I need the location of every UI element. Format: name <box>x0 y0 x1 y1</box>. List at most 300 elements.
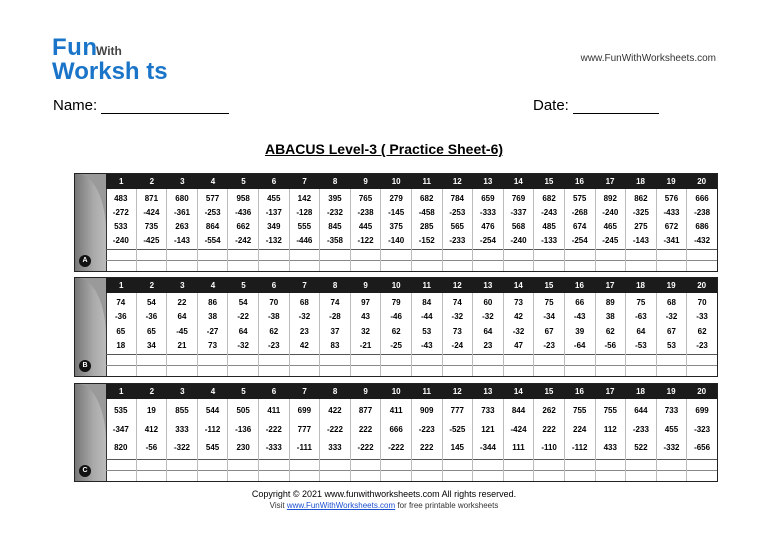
number-cell: 62 <box>697 326 707 336</box>
column-header-row <box>106 174 717 189</box>
sum-column <box>351 399 382 481</box>
number-cell: 686 <box>695 222 709 231</box>
number-cell: 47 <box>514 340 523 350</box>
number-cell: -347 <box>112 424 129 434</box>
column-number: 10 <box>391 177 401 186</box>
answer-line <box>504 459 534 460</box>
answer-box[interactable] <box>137 365 167 366</box>
answer-line <box>473 249 503 250</box>
column-number: 13 <box>483 281 493 290</box>
answer-line <box>687 354 717 355</box>
number-cell: -232 <box>326 208 343 217</box>
column-number: 14 <box>513 387 523 396</box>
sum-column <box>626 189 657 271</box>
column-number: 18 <box>636 281 646 290</box>
number-cell: -143 <box>632 236 649 245</box>
number-cell: 568 <box>511 222 526 231</box>
number-cell: -222 <box>326 424 343 434</box>
answer-box[interactable] <box>565 260 595 261</box>
number-columns <box>106 189 717 271</box>
number-cell: -233 <box>632 424 649 434</box>
column-number: 4 <box>210 177 216 186</box>
answer-box[interactable] <box>290 470 320 471</box>
answer-line <box>137 459 167 460</box>
number-cell: -446 <box>296 236 313 245</box>
answer-line <box>534 354 564 355</box>
number-cell: 70 <box>697 298 707 307</box>
number-cell: -222 <box>357 443 374 453</box>
number-cell: -253 <box>449 208 466 217</box>
number-cell: 864 <box>205 222 220 231</box>
number-cell: -136 <box>235 424 252 434</box>
number-cell: 65 <box>116 326 126 336</box>
answer-box[interactable] <box>320 260 350 261</box>
number-cell: 411 <box>389 406 403 415</box>
number-cell: 412 <box>144 424 159 434</box>
sum-column <box>534 189 565 271</box>
column-number: 9 <box>363 177 368 186</box>
number-cell: -424 <box>510 424 527 434</box>
answer-box[interactable] <box>626 365 656 366</box>
sum-column <box>534 399 565 481</box>
number-cell: -24 <box>451 340 464 350</box>
column-number: 11 <box>422 281 431 290</box>
number-cell: -43 <box>573 312 586 322</box>
number-cell: -341 <box>663 236 680 245</box>
column-number: 15 <box>544 177 554 186</box>
column-number: 9 <box>363 281 368 290</box>
answer-line <box>228 249 258 250</box>
answer-box[interactable] <box>259 470 289 471</box>
sum-column <box>565 399 596 481</box>
number-cell: -243 <box>541 208 558 217</box>
answer-box[interactable] <box>320 470 350 471</box>
logo-fun-text: Fun <box>52 34 98 61</box>
number-cell: -33 <box>696 312 708 322</box>
number-cell: 577 <box>205 194 220 203</box>
number-cell: 871 <box>144 194 159 203</box>
number-cell: -337 <box>510 208 527 217</box>
number-cell: 699 <box>297 406 312 415</box>
answer-box[interactable] <box>259 260 289 261</box>
number-cell: -143 <box>173 236 190 245</box>
number-cell: -333 <box>265 443 282 453</box>
answer-box[interactable] <box>504 470 534 471</box>
number-cell: 73 <box>514 298 523 307</box>
number-cell: -137 <box>265 208 282 217</box>
number-cell: 53 <box>422 326 432 336</box>
column-number: 8 <box>332 387 338 396</box>
column-number: 13 <box>483 387 493 396</box>
number-cell: 505 <box>236 406 250 415</box>
answer-box[interactable] <box>534 470 564 471</box>
sum-column <box>504 293 535 376</box>
column-number: 16 <box>575 177 584 186</box>
answer-box[interactable] <box>290 260 320 261</box>
date-blank <box>573 99 659 114</box>
answer-box[interactable] <box>443 365 473 366</box>
number-cell: 877 <box>358 406 373 415</box>
answer-line <box>320 354 350 355</box>
number-cell: 433 <box>603 443 617 453</box>
sum-column <box>412 399 443 481</box>
name-label: Name: <box>53 97 98 114</box>
date-field <box>533 97 659 114</box>
answer-box[interactable] <box>687 365 717 366</box>
number-cell: 73 <box>208 340 218 350</box>
number-cell: -46 <box>390 312 402 322</box>
date-label: Date: <box>533 97 569 114</box>
column-number: 17 <box>605 281 615 290</box>
answer-line <box>381 354 411 355</box>
number-cell: 755 <box>573 406 587 415</box>
number-cell: -111 <box>296 443 312 453</box>
answer-box[interactable] <box>412 365 442 366</box>
number-cell: -238 <box>357 208 374 217</box>
number-cell: 75 <box>636 298 646 307</box>
answer-box[interactable] <box>381 470 411 471</box>
answer-line <box>565 249 595 250</box>
answer-line <box>504 354 534 355</box>
answer-line <box>657 459 687 460</box>
answer-line <box>259 459 289 460</box>
number-cell: 411 <box>267 406 281 415</box>
number-cell: 64 <box>238 326 248 336</box>
copyright-text: Copyright © 2021 www.funwithworksheets.com All rights reserved. <box>251 489 517 499</box>
number-cell: -554 <box>204 236 221 245</box>
answer-box[interactable] <box>596 260 626 261</box>
logo-with-text: With <box>96 44 122 58</box>
answer-box[interactable] <box>198 260 228 261</box>
number-cell: 576 <box>664 194 679 203</box>
answer-line <box>290 249 320 250</box>
answer-box[interactable] <box>351 470 381 471</box>
number-cell: -32 <box>665 312 678 322</box>
number-cell: 909 <box>420 406 434 415</box>
column-number: 9 <box>363 387 368 396</box>
column-number: 3 <box>180 281 185 290</box>
answer-box[interactable] <box>198 365 228 366</box>
sum-column <box>290 399 321 481</box>
answer-box[interactable] <box>657 365 687 366</box>
number-cell: -240 <box>602 208 619 217</box>
number-cell: 73 <box>452 326 462 336</box>
sum-column <box>320 399 351 481</box>
answer-box[interactable] <box>504 260 534 261</box>
column-number: 16 <box>575 281 584 290</box>
number-cell: -424 <box>143 208 160 217</box>
column-number: 1 <box>119 177 124 186</box>
number-cell: -272 <box>112 208 129 217</box>
sum-column <box>687 399 717 481</box>
answer-line <box>167 249 197 250</box>
answer-box[interactable] <box>596 365 626 366</box>
answer-box[interactable] <box>412 260 442 261</box>
sum-grid <box>106 278 717 376</box>
column-number: 1 <box>119 281 124 290</box>
number-cell: -325 <box>632 208 649 217</box>
answer-line <box>596 459 626 460</box>
number-cell: -254 <box>479 236 496 245</box>
number-cell: 765 <box>358 194 373 203</box>
number-cell: -56 <box>145 443 158 453</box>
answer-box[interactable] <box>412 470 442 471</box>
sum-column <box>565 293 596 376</box>
column-number: 6 <box>271 281 277 290</box>
number-cell: 67 <box>544 326 554 336</box>
answer-line <box>320 459 350 460</box>
number-cell: -133 <box>541 236 558 245</box>
number-cell: -132 <box>265 236 282 245</box>
number-cell: 23 <box>299 326 309 336</box>
answer-box[interactable] <box>565 365 595 366</box>
number-cell: -36 <box>115 312 127 322</box>
number-cell: 21 <box>177 340 187 350</box>
answer-box[interactable] <box>167 365 197 366</box>
answer-box[interactable] <box>626 260 656 261</box>
column-number: 20 <box>697 177 707 186</box>
number-cell: 66 <box>575 298 585 307</box>
answer-box[interactable] <box>534 365 564 366</box>
answer-box[interactable] <box>687 260 717 261</box>
answer-line <box>228 354 258 355</box>
number-cell: 455 <box>267 194 281 203</box>
answer-box[interactable] <box>657 260 687 261</box>
number-cell: 862 <box>634 194 648 203</box>
column-number: 8 <box>332 177 338 186</box>
column-number: 5 <box>241 177 246 186</box>
sum-column <box>106 293 137 376</box>
answer-line <box>106 249 136 250</box>
column-number: 17 <box>605 177 615 186</box>
column-header-row <box>106 384 717 399</box>
column-number: 20 <box>697 281 707 290</box>
answer-box[interactable] <box>351 365 381 366</box>
sum-column <box>198 293 229 376</box>
number-cell: -112 <box>204 424 221 434</box>
number-cell: 64 <box>483 326 493 336</box>
answer-line <box>443 249 473 250</box>
sum-grid <box>106 384 717 481</box>
column-number: 13 <box>483 177 493 186</box>
column-number: 19 <box>666 281 676 290</box>
column-number: 12 <box>452 177 462 186</box>
number-cell: -242 <box>235 236 252 245</box>
number-cell: 89 <box>605 298 615 307</box>
number-cell: 662 <box>236 222 250 231</box>
answer-box[interactable] <box>351 260 381 261</box>
number-cell: 75 <box>544 298 554 307</box>
number-cell: -23 <box>543 340 555 350</box>
answer-box[interactable] <box>228 365 258 366</box>
number-cell: -361 <box>173 208 190 217</box>
number-cell: -27 <box>206 326 219 336</box>
sum-column <box>473 293 504 376</box>
sum-column <box>473 399 504 481</box>
number-cell: 699 <box>695 406 709 415</box>
sum-column <box>137 293 168 376</box>
answer-box[interactable] <box>687 470 717 471</box>
number-cell: 222 <box>358 424 373 434</box>
sum-column <box>657 189 688 271</box>
number-cell: -25 <box>390 340 402 350</box>
number-cell: 733 <box>481 406 495 415</box>
answer-line <box>626 354 656 355</box>
number-cell: -358 <box>326 236 343 245</box>
answer-box[interactable] <box>473 470 503 471</box>
number-cell: 74 <box>452 298 462 307</box>
number-cell: 74 <box>116 298 126 307</box>
number-cell: -254 <box>571 236 588 245</box>
sum-column <box>259 399 290 481</box>
number-cell: 844 <box>511 406 526 415</box>
answer-box[interactable] <box>228 260 258 261</box>
answer-line <box>381 459 411 460</box>
answer-box[interactable] <box>228 470 258 471</box>
number-cell: -253 <box>204 208 221 217</box>
sum-column <box>228 399 259 481</box>
answer-box[interactable] <box>626 470 656 471</box>
answer-box[interactable] <box>381 365 411 366</box>
number-cell: -45 <box>176 326 188 336</box>
answer-box[interactable] <box>443 470 473 471</box>
sum-column <box>198 189 229 271</box>
answer-box[interactable] <box>259 365 289 366</box>
number-cell: 111 <box>512 443 525 453</box>
number-cell: 545 <box>205 443 220 453</box>
number-cell: 19 <box>146 406 156 415</box>
number-cell: 755 <box>603 406 617 415</box>
number-cell: 666 <box>695 194 709 203</box>
number-cell: 733 <box>664 406 679 415</box>
number-cell: 483 <box>114 194 128 203</box>
answer-box[interactable] <box>534 260 564 261</box>
number-cell: 476 <box>481 222 495 231</box>
sum-column <box>473 189 504 271</box>
answer-box[interactable] <box>106 365 136 366</box>
number-columns <box>106 399 717 481</box>
column-number: 7 <box>302 387 307 396</box>
block-label-badge: A <box>79 255 91 267</box>
answer-box[interactable] <box>473 365 503 366</box>
answer-box[interactable] <box>565 470 595 471</box>
column-number: 16 <box>575 387 584 396</box>
sum-column <box>412 293 443 376</box>
answer-box[interactable] <box>381 260 411 261</box>
number-cell: -64 <box>573 340 586 350</box>
number-cell: 38 <box>208 312 218 322</box>
answer-box[interactable] <box>596 470 626 471</box>
sum-column <box>565 189 596 271</box>
number-cell: 769 <box>511 194 526 203</box>
answer-box[interactable] <box>167 260 197 261</box>
number-cell: 555 <box>297 222 312 231</box>
answer-box[interactable] <box>290 365 320 366</box>
column-number: 2 <box>149 177 155 186</box>
number-cell: -63 <box>635 312 647 322</box>
answer-box[interactable] <box>473 260 503 261</box>
answer-box[interactable] <box>137 260 167 261</box>
number-cell: 86 <box>208 298 218 307</box>
answer-box[interactable] <box>320 365 350 366</box>
number-cell: 544 <box>205 406 220 415</box>
answer-box[interactable] <box>504 365 534 366</box>
answer-line <box>504 249 534 250</box>
number-cell: 230 <box>236 443 250 453</box>
number-cell: -332 <box>663 443 680 453</box>
answer-line <box>198 354 228 355</box>
number-cell: -238 <box>694 208 711 217</box>
number-cell: 892 <box>603 194 617 203</box>
sum-column <box>106 189 137 271</box>
logo-worksheets-text: Worksh ts <box>52 58 168 85</box>
sum-column <box>320 189 351 271</box>
answer-line <box>565 459 595 460</box>
number-cell: 70 <box>269 298 279 307</box>
number-cell: -23 <box>267 340 280 350</box>
number-cell: -333 <box>479 208 496 217</box>
answer-box[interactable] <box>657 470 687 471</box>
column-number: 10 <box>391 281 401 290</box>
name-field <box>53 97 229 114</box>
sum-column <box>259 189 290 271</box>
number-cell: 62 <box>605 326 615 336</box>
column-number: 14 <box>513 281 523 290</box>
number-cell: 83 <box>330 340 340 350</box>
answer-box[interactable] <box>443 260 473 261</box>
answer-box[interactable] <box>106 470 136 471</box>
column-number: 6 <box>271 177 277 186</box>
number-cell: -245 <box>602 236 619 245</box>
number-cell: 38 <box>605 312 615 322</box>
number-cell: 644 <box>634 406 648 415</box>
number-cell: 333 <box>328 443 342 453</box>
number-cell: -34 <box>543 312 555 322</box>
column-header-row <box>106 278 717 293</box>
number-cell: 422 <box>328 406 342 415</box>
name-blank <box>101 99 229 114</box>
sum-column <box>381 189 412 271</box>
sum-column <box>228 293 259 376</box>
number-cell: 455 <box>664 424 679 434</box>
practice-block <box>74 277 718 377</box>
column-number: 17 <box>605 387 615 396</box>
answer-line <box>198 459 228 460</box>
answer-line <box>412 354 442 355</box>
column-number: 18 <box>636 177 646 186</box>
number-cell: 64 <box>636 326 646 336</box>
answer-box[interactable] <box>167 470 197 471</box>
answer-box[interactable] <box>106 260 136 261</box>
sum-column <box>290 293 321 376</box>
sum-column <box>137 189 168 271</box>
practice-block <box>74 383 718 482</box>
number-cell: 112 <box>603 424 617 434</box>
number-cell: -44 <box>420 312 433 322</box>
column-number: 7 <box>302 281 307 290</box>
number-cell: 777 <box>297 424 312 434</box>
number-cell: 395 <box>328 194 342 203</box>
answer-line <box>412 459 442 460</box>
visit-link[interactable]: www.FunWithWorksheets.com <box>286 501 396 510</box>
sum-column <box>687 293 717 376</box>
sum-column <box>259 293 290 376</box>
answer-box[interactable] <box>198 470 228 471</box>
number-cell: 659 <box>481 194 495 203</box>
answer-box[interactable] <box>137 470 167 471</box>
column-number: 4 <box>210 281 216 290</box>
worksheet-title: ABACUS Level-3 ( Practice Sheet-6) <box>264 141 504 157</box>
